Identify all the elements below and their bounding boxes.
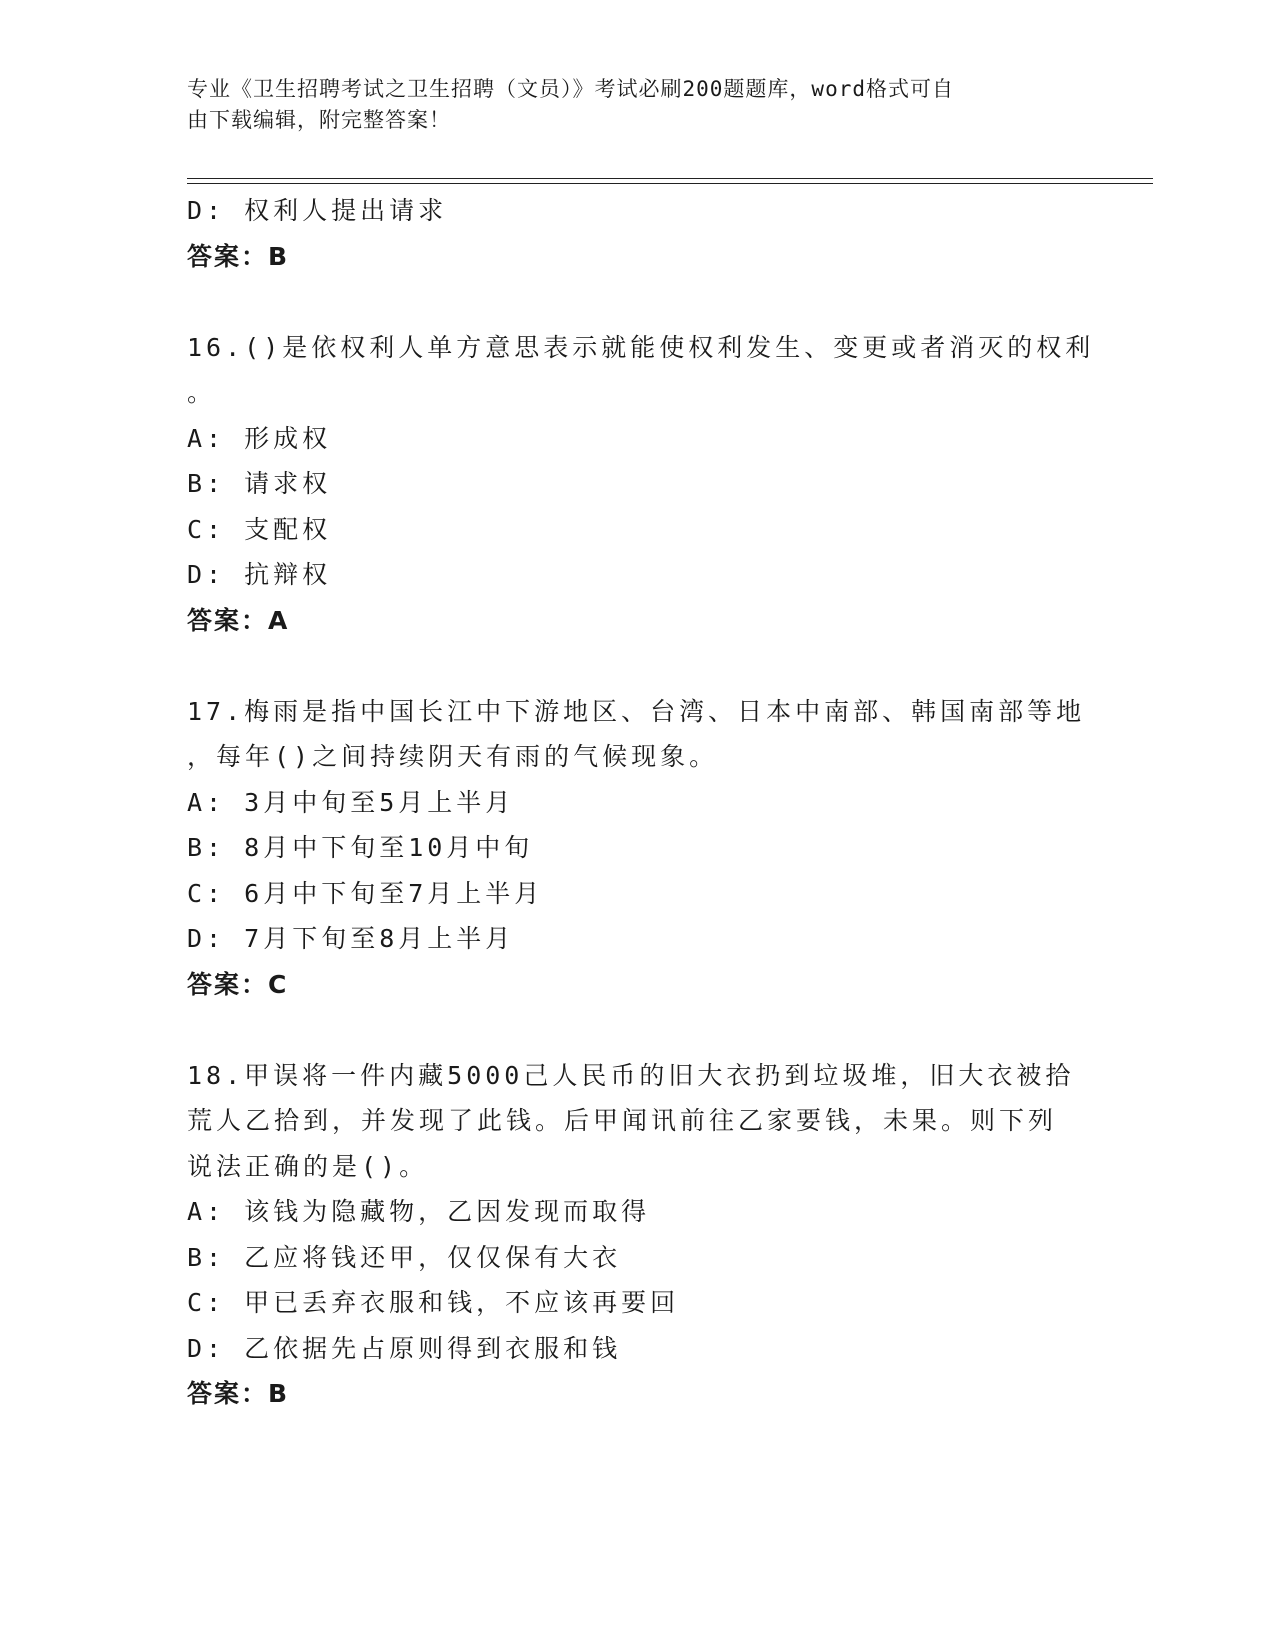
question-stem — [187, 689, 1087, 780]
question-18 — [187, 1053, 1087, 1417]
header-divider — [187, 183, 1153, 184]
option-b: B: 请求权 — [187, 469, 332, 498]
header-divider — [187, 178, 1153, 179]
option-a: A: 该钱为隐藏物，乙因发现而取得 — [187, 1197, 651, 1226]
answer-line: 答案：B — [187, 1379, 290, 1408]
option-b: B: 乙应将钱还甲，仅仅保有大衣 — [187, 1242, 622, 1272]
option-c: C: 甲已丢弃衣服和钱，不应该再要回 — [187, 1288, 680, 1317]
question-content — [187, 188, 1095, 1417]
question-16 — [187, 325, 1095, 644]
question-stem — [187, 325, 1095, 416]
document-header — [187, 74, 1067, 136]
stem-line: 说法正确的是()。 — [187, 1151, 429, 1181]
option-b: B: 8月中下旬至10月中旬 — [187, 833, 534, 862]
spacer — [187, 1007, 1087, 1053]
question-stem — [187, 1053, 1087, 1190]
option-d: D: 乙依据先占原则得到衣服和钱 — [187, 1333, 622, 1363]
answer-line: 答案：A — [187, 605, 290, 635]
option-d: D: 权利人提出请求 — [187, 196, 448, 225]
header-line: 由下载编辑，附完整答案！ — [187, 108, 451, 132]
stem-line: 17.梅雨是指中国长江中下游地区、台湾、日本中南部、韩国南部等地 — [187, 696, 1086, 726]
option-c: C: 6月中下旬至7月上半月 — [187, 878, 544, 908]
prev-question-tail — [187, 188, 1087, 279]
option-a: A: 3月中旬至5月上半月 — [187, 787, 515, 817]
option-d: D: 7月下旬至8月上半月 — [187, 924, 515, 953]
option-c: C: 支配权 — [187, 514, 332, 544]
answer-line: 答案：B — [187, 241, 290, 271]
stem-line: 荒人乙拾到，并发现了此钱。后甲闻讯前往乙家要钱，未果。则下列 — [187, 1106, 1058, 1135]
option-d: D: 抗辩权 — [187, 560, 332, 589]
stem-line: 18.甲误将一件内藏5000己人民币的旧大衣扔到垃圾堆，旧大衣被拾 — [187, 1060, 1075, 1090]
spacer — [187, 643, 1087, 689]
question-17 — [187, 689, 1087, 1008]
spacer — [187, 279, 1087, 325]
stem-line: 。 — [187, 378, 217, 407]
stem-line: ，每年()之间持续阴天有雨的气候现象。 — [187, 742, 719, 771]
option-a: A: 形成权 — [187, 423, 332, 453]
stem-line: 16.()是依权利人单方意思表示就能使权利发生、变更或者消灭的权利 — [187, 332, 1095, 362]
answer-line: 答案：C — [187, 969, 289, 999]
header-line: 专业《卫生招聘考试之卫生招聘（文员）》考试必刷200题题库，word格式可自 — [187, 77, 954, 101]
